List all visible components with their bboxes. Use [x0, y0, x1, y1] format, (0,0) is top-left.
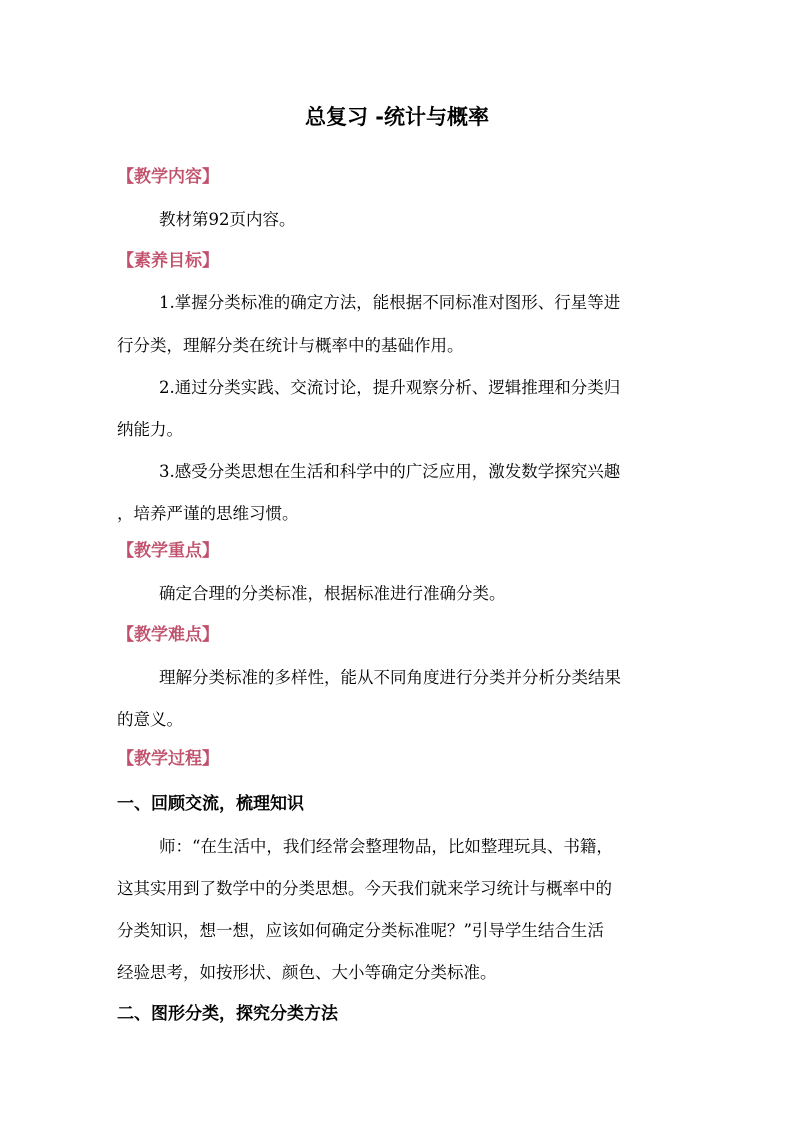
section-label-content: 【教学内容】 [117, 167, 219, 187]
content-text: 教材第92页内容。 [159, 210, 296, 229]
step-1-line-1: 师：“在生活中，我们经常会整理物品，比如整理玩具、书籍， [159, 837, 613, 856]
step-1-heading: 一、回顾交流，梳理知识 [117, 794, 304, 814]
page-title: 总复习 -统计与概率 [304, 105, 490, 129]
key-points-text: 确定合理的分类标准，根据标准进行准确分类。 [159, 584, 506, 603]
goal-2-line-2: 纳能力。 [117, 420, 183, 439]
section-label-goals: 【素养目标】 [117, 251, 219, 271]
goal-1-line-1: 1.掌握分类标准的确定方法，能根据不同标准对图形、行星等进 [159, 293, 621, 312]
difficult-line-1: 理解分类标准的多样性，能从不同角度进行分类并分析分类结果 [159, 668, 621, 687]
goal-2-line-1: 2.通过分类实践、交流讨论，提升观察分析、逻辑推理和分类归 [159, 378, 621, 397]
step-1-line-2: 这其实用到了数学中的分类思想。今天我们就来学习统计与概率中的 [117, 879, 612, 898]
step-1-line-4: 经验思考，如按形状、颜色、大小等确定分类标准。 [117, 963, 497, 982]
goal-3-line-2: ，培养严谨的思维习惯。 [117, 504, 299, 523]
section-label-difficult-points: 【教学难点】 [117, 625, 219, 645]
step-1-line-3: 分类知识，想一想，应该如何确定分类标准呢？”引导学生结合生活 [117, 921, 604, 940]
difficult-line-2: 的意义。 [117, 710, 183, 729]
section-label-key-points: 【教学重点】 [117, 541, 219, 561]
goal-1-line-2: 行分类，理解分类在统计与概率中的基础作用。 [117, 336, 464, 355]
goal-3-line-1: 3.感受分类思想在生活和科学中的广泛应用，激发数学探究兴趣 [159, 462, 621, 481]
section-label-process: 【教学过程】 [117, 749, 219, 769]
step-2-heading: 二、图形分类，探究分类方法 [117, 1004, 338, 1024]
